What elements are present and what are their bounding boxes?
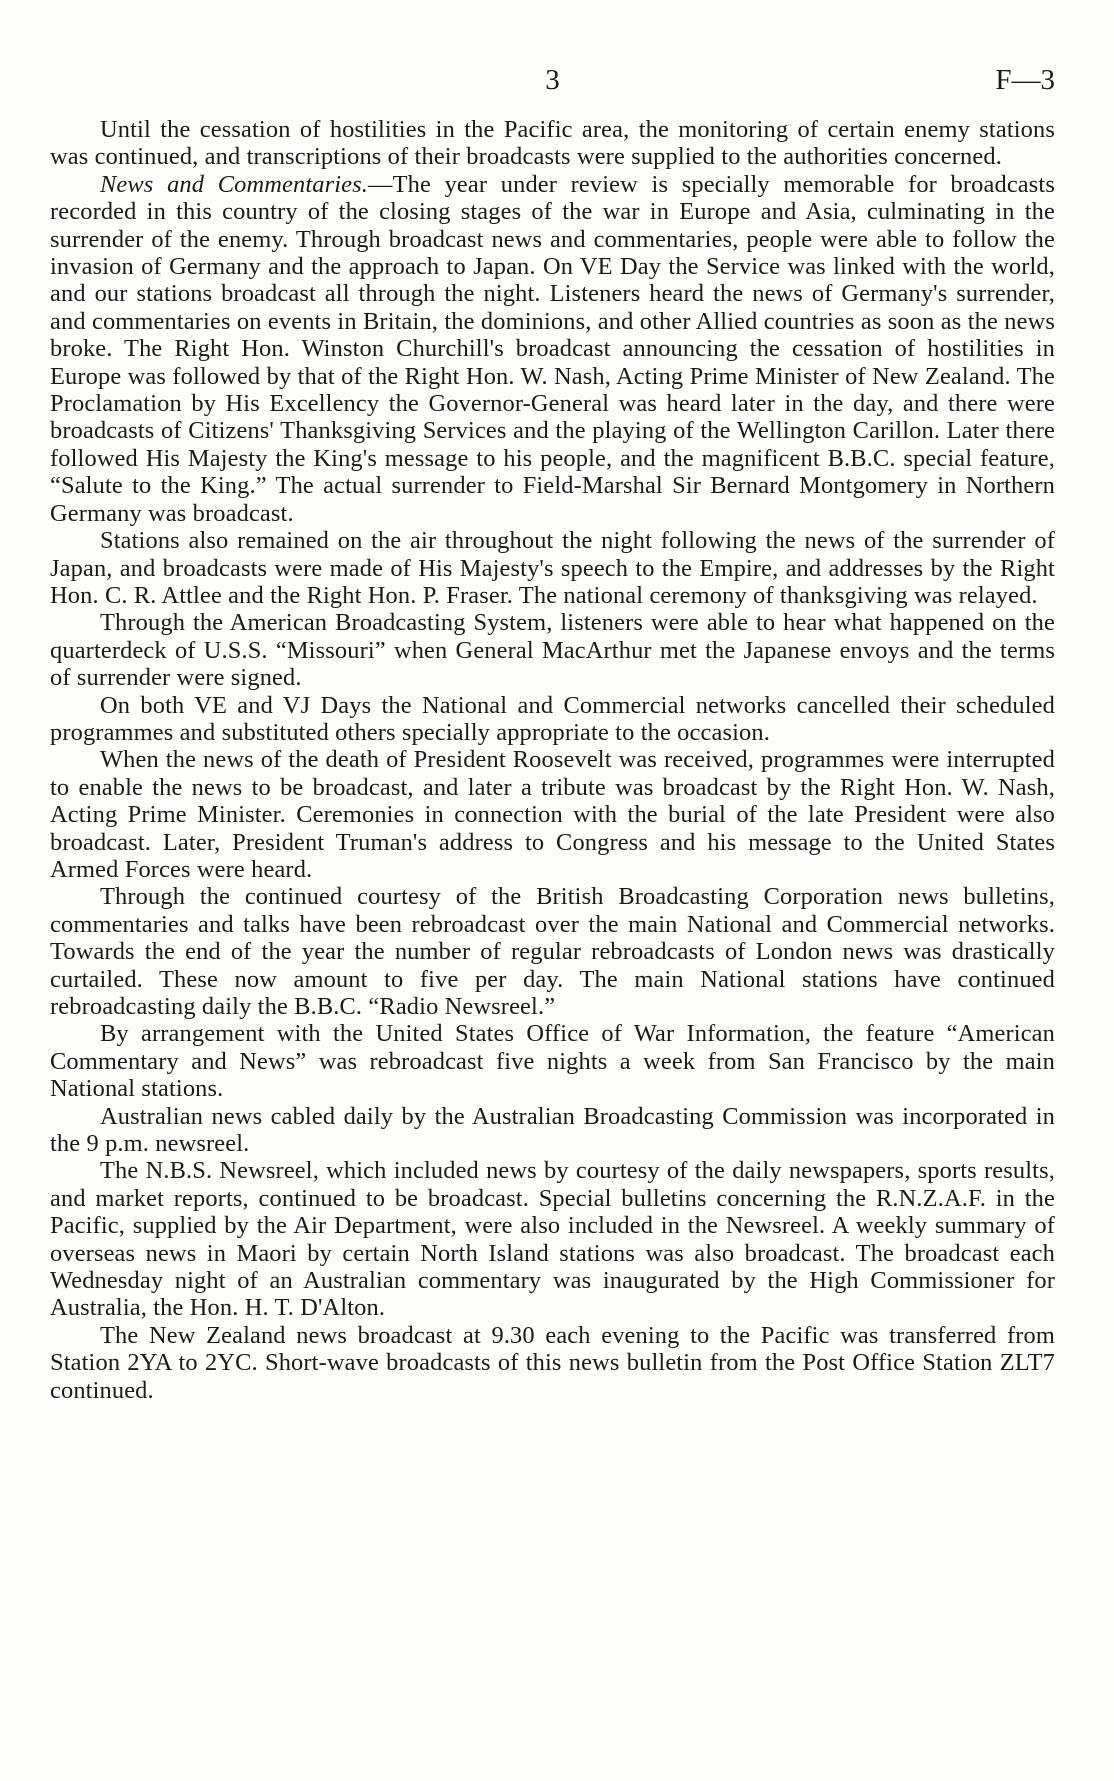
- paragraph: [50, 527, 1055, 609]
- paragraph: [50, 1020, 1055, 1102]
- body-text: [50, 116, 1055, 1404]
- paragraph: [50, 171, 1055, 527]
- paragraph: [50, 692, 1055, 747]
- paragraph-text: —The year under review is specially memorable for broadcasts recorded in this country of the closing stages of the war in Europe and Asia, culminating in the surrender of the enemy. Through broadcast news and commentaries, people were able to follow the invasion of Germany and the approach to Japan. On VE Day the Service was linked with the world, and our stations broadcast all through the night. Listeners heard the news of Germany's surrender, and commentaries on events in Britain, the dominions, and other Allied countries as soon as the news broke. The Right Hon. Winston Churchill's broadcast announcing the cessation of hostilities in Europe was followed by that of the Right Hon. W. Nash, Acting Prime Minister of New Zealand. The Proclamation by His Excellency the Governor-General was heard later in the day, and there were broadcasts of Citizens' Thanksgiving Services and the playing of the Wellington Carillon. Later there followed His Majesty the King's message to his people, and the magnificent B.B.C. special feature, “Salute to the King.” The actual surrender to Field-Marshal Sir Bernard Montgomery in Northern Germany was broadcast.: [50, 170, 1055, 527]
- paragraph-text: Through the American Broadcasting System, listeners were able to hear what happened on the quarterdeck of U.S.S. “Missouri” when General MacArthur met the Japanese envoys and the terms of surrender were signed.: [50, 609, 1055, 692]
- paragraph: [50, 1103, 1055, 1158]
- paragraph-text: When the news of the death of President Roosevelt was received, programmes were interrupted to enable the news to be broadcast, and later a tribute was broadcast by the Right Hon. W. Nash, Acting Prime Minister. Ceremonies in connection with the burial of the late President were also broadcast. Later, President Truman's address to Congress and his message to the United States Armed Forces were heard.: [50, 746, 1055, 883]
- paragraph-text: Until the cessation of hostilities in the Pacific area, the monitoring of certain enemy stations was continued, and transcriptions of their broadcasts were supplied to the authorities concerned.: [50, 116, 1055, 171]
- paragraph: [50, 609, 1055, 691]
- paragraph: [50, 883, 1055, 1020]
- page-reference: F—3: [995, 64, 1055, 96]
- paragraph-text: Stations also remained on the air throughout the night following the news of the surrender of Japan, and broadcasts were made of His Majesty's speech to the Empire, and addresses by the Right Hon. C. R. Attlee and the Right Hon. P. Fraser. The national ceremony of thanksgiving was relayed.: [50, 527, 1055, 609]
- paragraph: [50, 1322, 1055, 1404]
- page-number: 3: [545, 64, 560, 96]
- paragraph: [50, 1157, 1055, 1321]
- paragraph: [50, 116, 1055, 171]
- paragraph: [50, 746, 1055, 883]
- paragraph-text: On both VE and VJ Days the National and Commercial networks cancelled their scheduled programmes and substituted others specially appropriate to the occasion.: [50, 691, 1055, 746]
- paragraph-text: The New Zealand news broadcast at 9.30 each evening to the Pacific was transferred from Station 2YA to 2YC. Short-wave broadcasts of this news bulletin from the Post Office Station ZLT7 continued.: [50, 1321, 1055, 1404]
- run-in-heading: News and Commentaries.: [100, 170, 369, 198]
- paragraph-text: Through the continued courtesy of the British Broadcasting Corporation news bulletins, commentaries and talks have been rebroadcast over the main National and Commercial networks. Towards the end of the year the number of regular rebroadcasts of London news was drastically curtailed. These now amount to five per day. The main National stations have continued rebroadcasting daily the B.B.C. “Radio Newsreel.”: [50, 883, 1055, 1020]
- paragraph-text: The N.B.S. Newsreel, which included news by courtesy of the daily newspapers, sports results, and market reports, continued to be broadcast. Special bulletins concerning the R.N.Z.A.F. in the Pacific, supplied by the Air Department, were also included in the Newsreel. A weekly summary of overseas news in Maori by certain North Island stations was also broadcast. The broadcast each Wednesday night of an Australian commentary was inaugurated by the High Commissioner for Australia, the Hon. H. T. D'Alton.: [50, 1157, 1055, 1322]
- paragraph-text: Australian news cabled daily by the Australian Broadcasting Commission was incorporated in the 9 p.m. newsreel.: [50, 1102, 1055, 1158]
- page-header: [50, 64, 1055, 98]
- paragraph-text: By arrangement with the United States Office of War Information, the feature “American Commentary and News” was rebroadcast five nights a week from San Francisco by the main National stations.: [50, 1020, 1055, 1103]
